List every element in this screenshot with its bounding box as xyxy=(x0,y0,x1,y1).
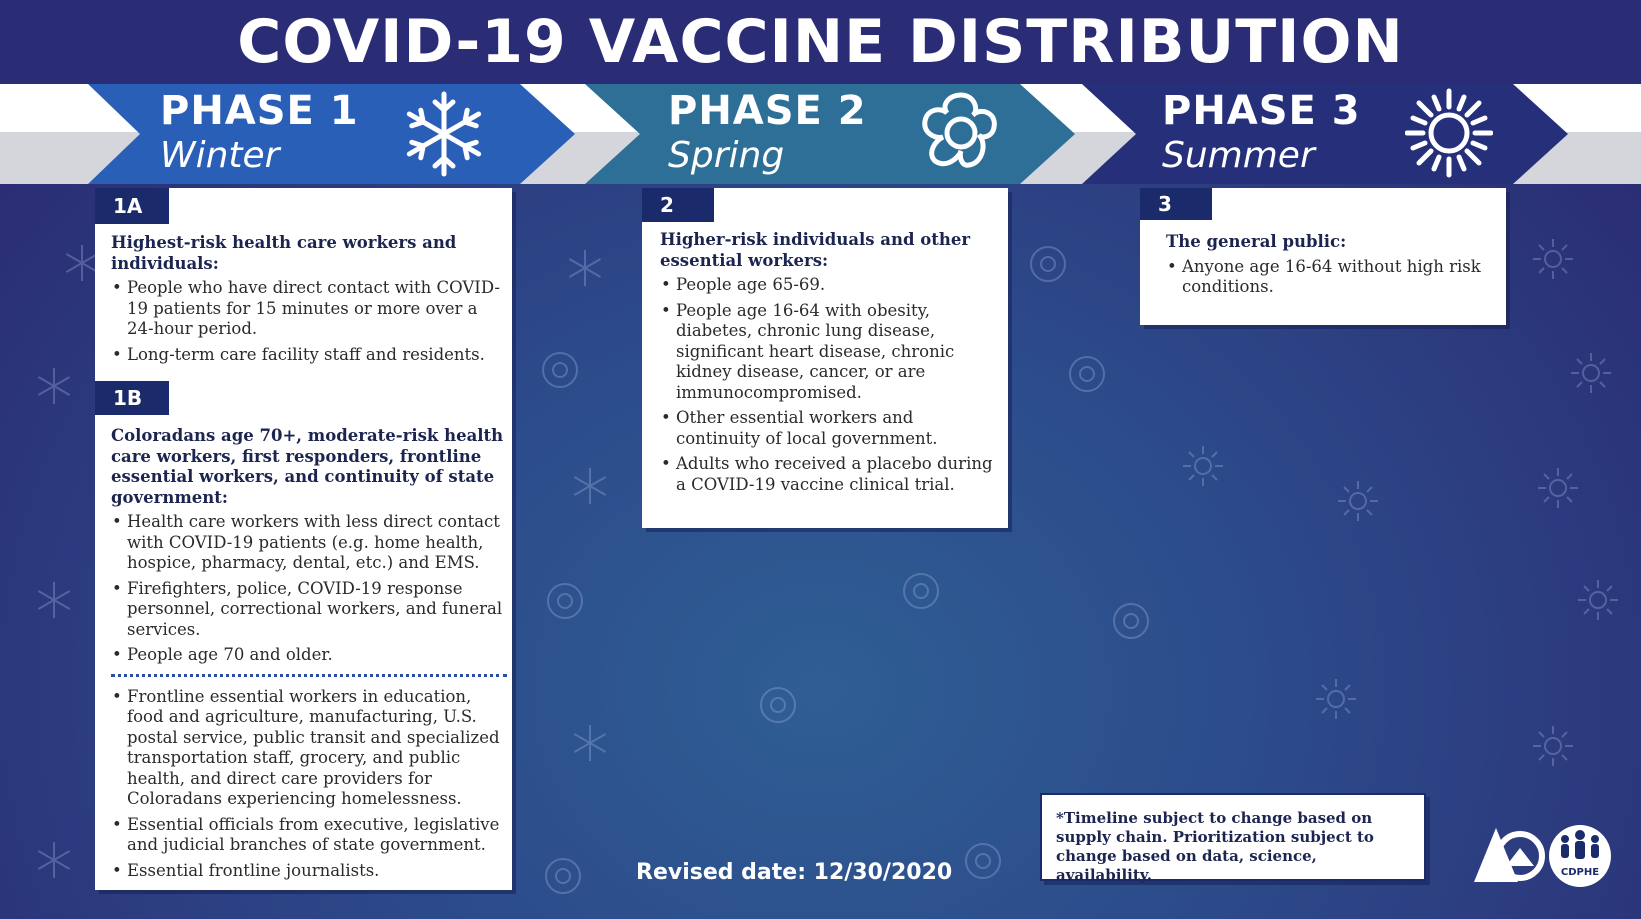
list-item: • Health care workers with less direct contact with COVID-19 patients (e.g. home health, hospice, pharmacy, dental, etc.) and EMS. xyxy=(111,512,507,574)
colorado-logo-icon xyxy=(1470,822,1546,886)
snowflake-icon xyxy=(565,248,605,288)
tag-2: 2 xyxy=(642,188,714,222)
list-1a xyxy=(111,278,501,365)
flower-icon xyxy=(1027,243,1069,285)
list-item: • Essential officials from executive, legislative and judicial branches of state government. xyxy=(111,815,507,856)
flower-icon xyxy=(544,580,586,622)
list-item: • People age 16-64 with obesity, diabetes, chronic lung disease, significant heart disease, chronic kidney disease, cancer, or are immunocompromised. xyxy=(660,301,1000,404)
heading-1a: Highest-risk health care workers and individuals: xyxy=(111,233,457,273)
people-icon xyxy=(1549,825,1611,865)
page-title: COVID-19 VACCINE DISTRIBUTION xyxy=(0,0,1641,84)
phase2-season: Spring xyxy=(668,135,785,176)
snowflake-icon xyxy=(34,580,74,620)
phase3-card xyxy=(1140,188,1506,325)
sun-icon xyxy=(1405,88,1493,178)
flower-icon xyxy=(918,90,1004,176)
phase3-season: Summer xyxy=(1162,135,1315,176)
flower-icon xyxy=(542,855,584,897)
phase1-season: Winter xyxy=(160,135,280,176)
sun-icon xyxy=(1575,577,1621,623)
list-item: • Firefighters, police, COVID-19 response personnel, correctional workers, and funeral services. xyxy=(111,579,507,641)
phase2-header xyxy=(668,88,867,178)
phase1-header xyxy=(160,88,359,178)
flower-icon xyxy=(757,684,799,726)
sun-icon xyxy=(1313,676,1359,722)
list-item: • Essential frontline journalists. xyxy=(111,861,507,882)
snowflake-icon xyxy=(34,366,74,406)
phase1b-content xyxy=(111,426,507,886)
flower-icon xyxy=(962,840,1004,882)
sun-icon xyxy=(1335,478,1381,524)
cdphe-logo xyxy=(1549,825,1611,887)
snowflake-icon xyxy=(34,840,74,880)
tag-3: 3 xyxy=(1140,188,1212,220)
flower-icon xyxy=(1110,600,1152,642)
phase1-label: PHASE 1 xyxy=(160,88,359,134)
tag-1a: 1A xyxy=(95,188,169,224)
flower-icon xyxy=(539,349,581,391)
phase1a-content xyxy=(111,233,501,370)
phase1-card xyxy=(95,188,512,890)
phase2-content xyxy=(660,230,1000,500)
tag-1b: 1B xyxy=(95,381,169,415)
list-2 xyxy=(660,275,1000,495)
sun-icon xyxy=(1535,465,1581,511)
sun-icon xyxy=(1180,443,1226,489)
list-item: • Anyone age 16-64 without high risk conditions. xyxy=(1166,257,1496,298)
snowflake-icon xyxy=(570,723,610,763)
divider xyxy=(111,674,507,677)
heading-3: The general public: xyxy=(1166,232,1347,251)
flower-icon xyxy=(1066,353,1108,395)
snowflake-icon xyxy=(570,466,610,506)
heading-2: Higher-risk individuals and other essential workers: xyxy=(660,230,971,270)
phase3-header xyxy=(1162,88,1361,178)
list-1b-extra xyxy=(111,687,507,882)
phase3-label: PHASE 3 xyxy=(1162,88,1361,134)
list-item: • Adults who received a placebo during a COVID-19 vaccine clinical trial. xyxy=(660,454,1000,495)
revised-date: Revised date: 12/30/2020 xyxy=(636,860,953,885)
list-item: • People who have direct contact with COVID-19 patients for 15 minutes or more over a 24-hour period. xyxy=(111,278,501,340)
list-item: • People age 70 and older. xyxy=(111,645,507,666)
sun-icon xyxy=(1568,350,1614,396)
list-item: • Long-term care facility staff and residents. xyxy=(111,345,501,366)
phase2-label: PHASE 2 xyxy=(668,88,867,134)
list-item: • People age 65-69. xyxy=(660,275,1000,296)
heading-1b: Coloradans age 70+, moderate-risk health care workers, first responders, frontline essential workers, and continuity of state government: xyxy=(111,426,504,507)
flower-icon xyxy=(900,570,942,612)
list-item: • Frontline essential workers in education, food and agriculture, manufacturing, U.S. postal service, public transit and specialized transportation staff, grocery, and public health, and direct care providers for Coloradans experiencing homelessness. xyxy=(111,687,507,810)
sun-icon xyxy=(1530,723,1576,769)
list-item: • Other essential workers and continuity of local government. xyxy=(660,408,1000,449)
phase2-card xyxy=(642,188,1008,528)
list-1b xyxy=(111,512,507,666)
snowflake-icon xyxy=(403,88,485,180)
disclaimer-note: *Timeline subject to change based on supply chain. Prioritization subject to change based on data, science, availability. xyxy=(1040,793,1426,881)
sun-icon xyxy=(1530,236,1576,282)
list-3 xyxy=(1166,257,1496,298)
cdphe-label: CDPHE xyxy=(1560,867,1600,878)
phase3-content xyxy=(1166,232,1496,303)
